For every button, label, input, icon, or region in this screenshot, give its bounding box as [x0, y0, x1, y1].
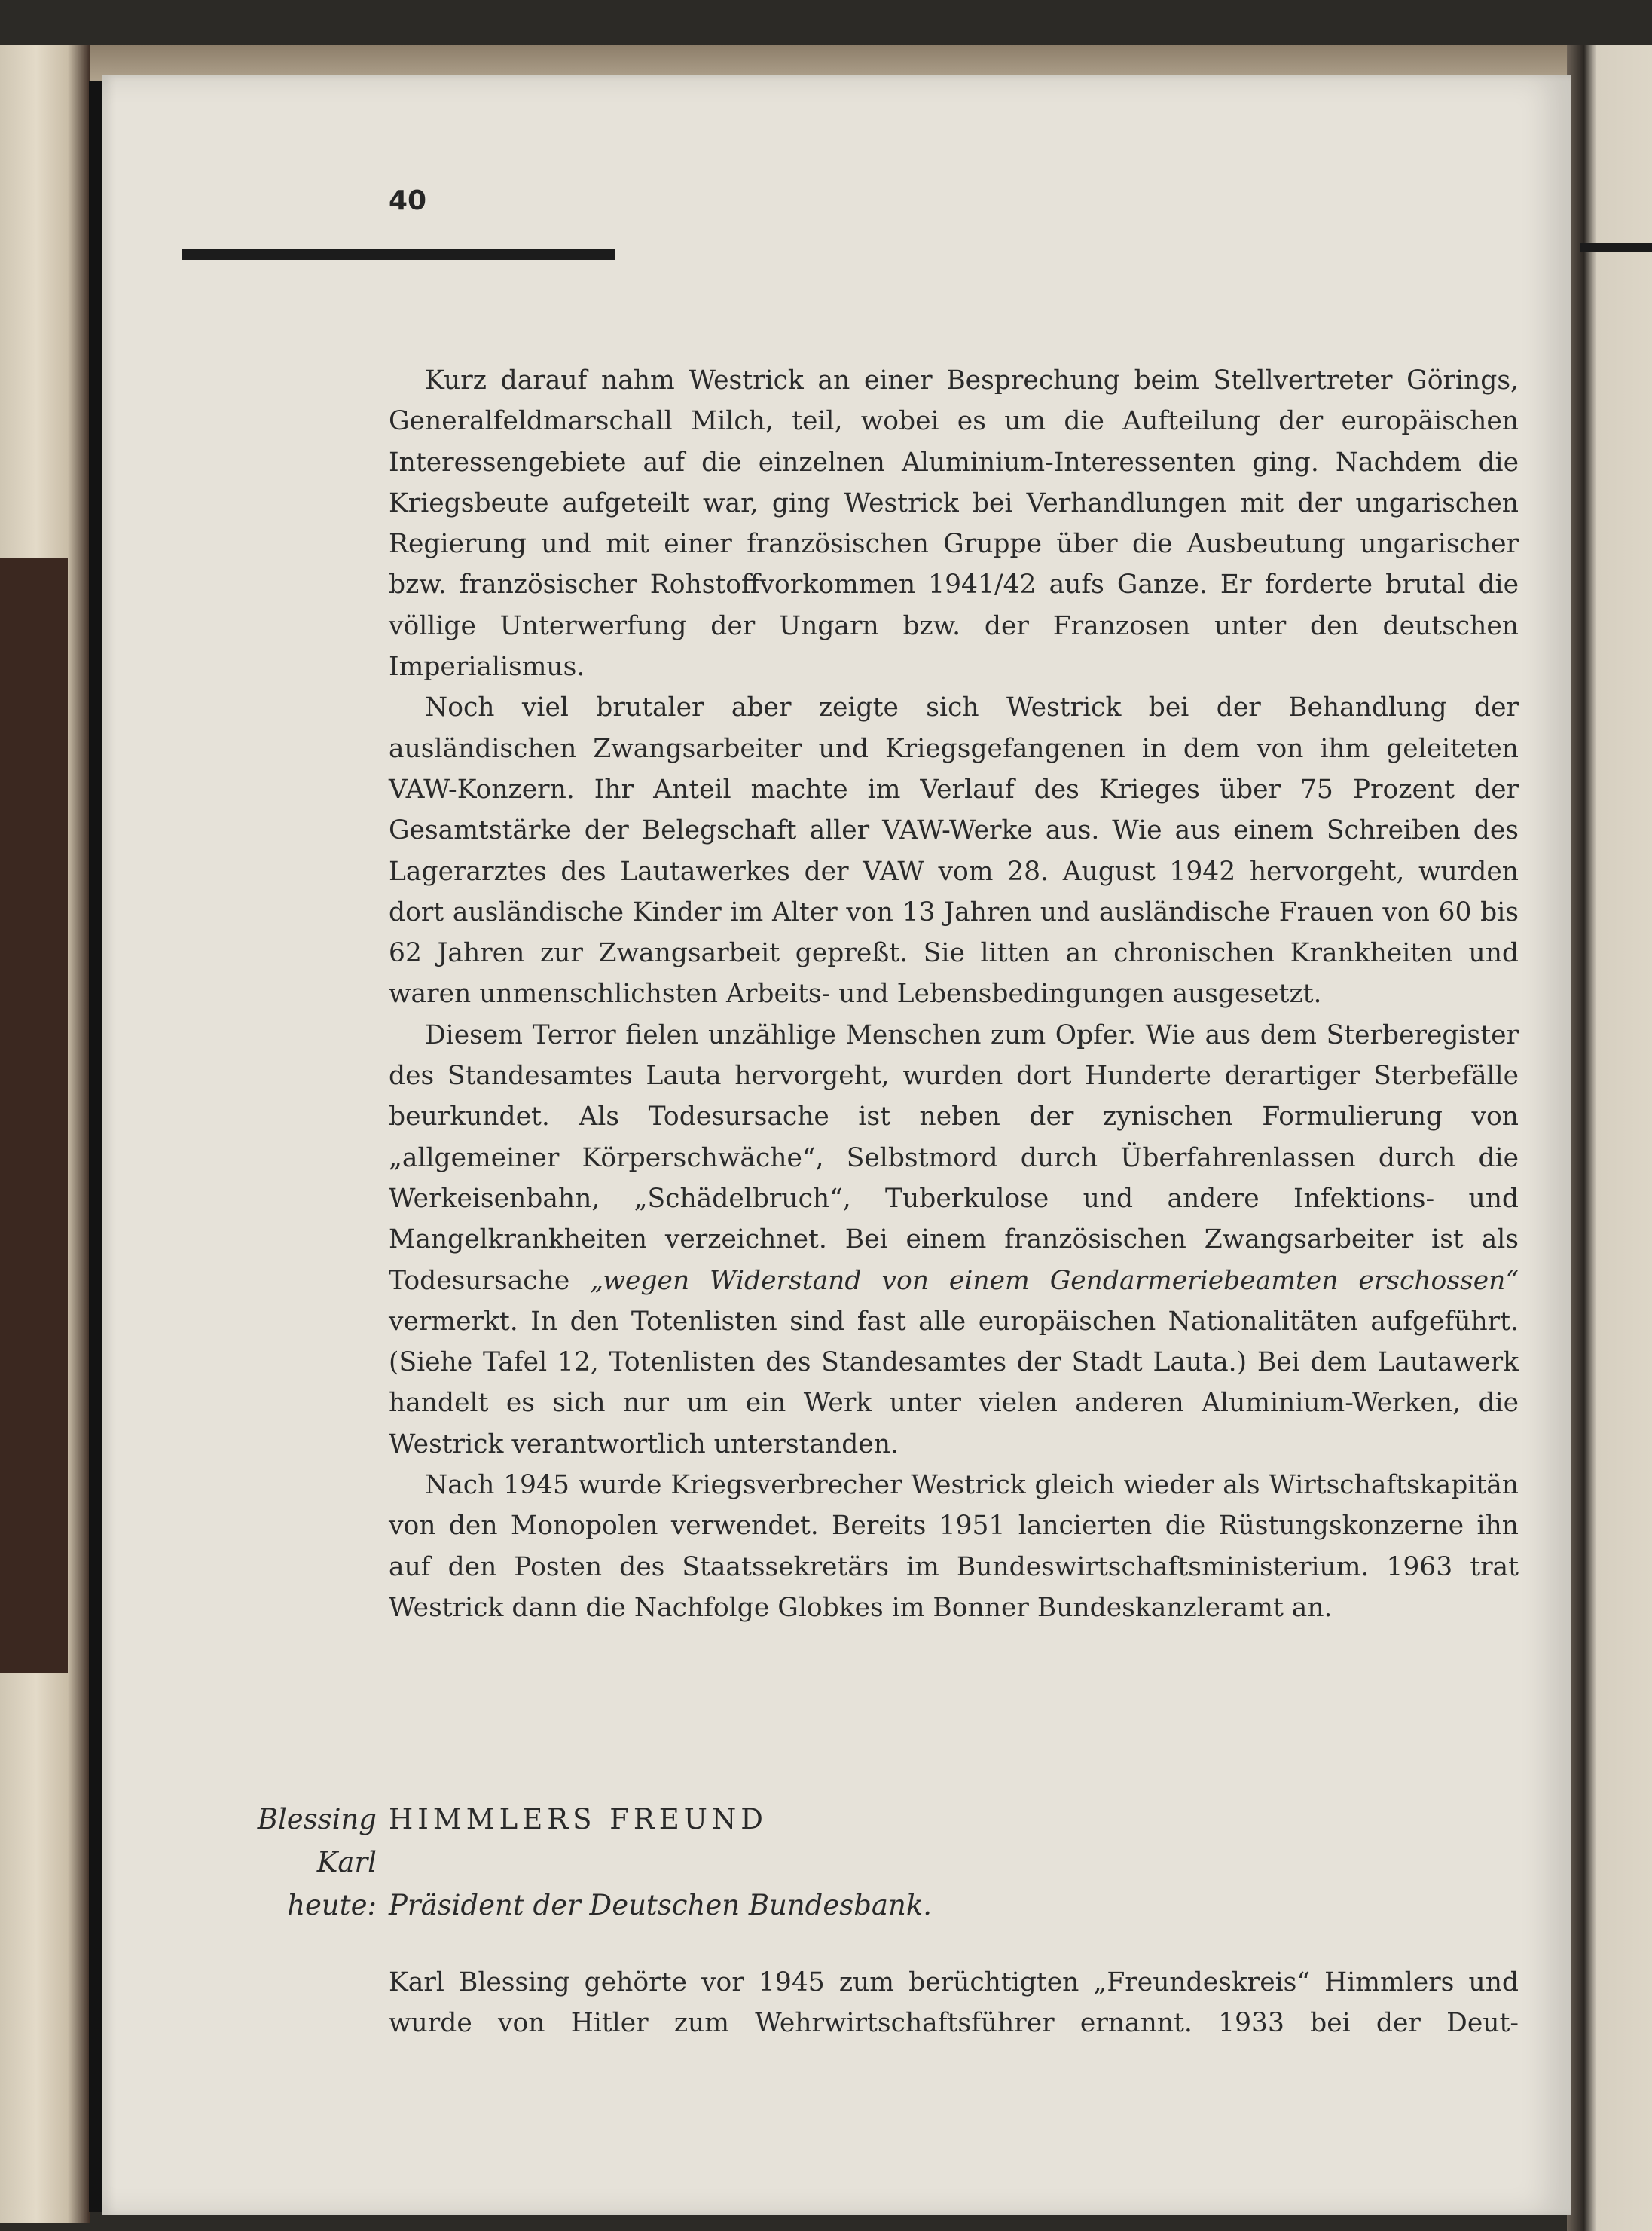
- page-number: 40: [389, 185, 427, 216]
- paragraph-2: Noch viel brutaler aber zeigte sich Westrick bei der Behandlung der ausländischen Zwangsarbeiter und Kriegsgefangenen in dem von ihm geleiteten VAW-Konzern. Ihr Anteil machte im Verlauf des Krieges über 75 Prozent der Gesamtstärke der Belegschaft aller VAW-Werke aus. Wie aus einem Schreiben des Lagerarztes des Lautawerkes der VAW vom 28. August 1942 hervorgeht, wurden dort ausländische Kinder im Alter von 13 Jahren und ausländische Frauen von 60 bis 62 Jahren zur Zwangsarbeit gepreßt. Sie litten an chronischen Krankheiten und waren unmenschlichsten Arbeits- und Lebensbedingungen ausgesetzt.: [389, 692, 1519, 1010]
- margin-note-line-2: Karl: [316, 1846, 377, 1878]
- paragraph-3-rest: vermerkt. In den Totenlisten sind fast alle europäischen Nationalitäten aufgeführt. (Siehe Tafel 12, Totenlisten des Standesamtes der Stadt Lauta.) Bei dem Lautawerk handelt es sich nur um ein Werk unter vielen anderen Aluminium-Werken, die Westrick verantwortlich unterstanden.: [389, 1306, 1519, 1459]
- facing-page-rule: [1580, 243, 1652, 252]
- main-text: [389, 360, 1519, 1628]
- book-cover-edge: [0, 558, 68, 1673]
- paragraph-3-text: Diesem Terror fielen unzählige Menschen zum Opfer. Wie aus dem Sterberegister des Standesamtes Lauta hervorgeht, wurden dort Hunderte derartiger Sterbefälle beurkundet. Als Todesursache ist neben der zynischen Formulierung von „allgemeiner Körperschwäche“, Selbstmord durch Überfahrenlassen durch die Werkeisenbahn, „Schädelbruch“, Tuberkulose und andere Infektions- und Mangelkrankheiten verzeichnet. Bei einem französischen Zwangsarbeiter ist als Todesursache: [389, 1019, 1519, 1296]
- book-gutter: [1567, 45, 1652, 2231]
- margin-note-line-1: Blessing: [257, 1803, 377, 1835]
- section-title: HIMMLERS FREUND: [389, 1803, 768, 1835]
- margin-note: [226, 1798, 377, 1927]
- paragraph-3: [389, 1015, 1519, 1465]
- paragraph-1: Kurz darauf nahm Westrick an einer Besprechung beim Stellvertreter Görings, Generalfeldmarschall Milch, teil, wobei es um die Aufteilung der europäischen Interessengebiete auf die einzelnen Aluminium-Interessenten ging. Nachdem die Kriegsbeute aufgeteilt war, ging Westrick bei Verhandlungen mit der ungarischen Regierung und mit einer französischen Gruppe über die Ausbeutung ungarischer bzw. französischer Rohstoffvorkommen 1941/42 aufs Ganze. Er forderte brutal die völlige Unterwerfung der Ungarn bzw. der Franzosen unter den deutschen Imperialismus.: [389, 365, 1519, 683]
- page-border-rule: [89, 81, 102, 2212]
- closing-paragraph: Karl Blessing gehörte vor 1945 zum berüchtigten „Freundeskreis“ Himmlers und wurde von Hitler zum Wehrwirtschaftsführer ernannt. 1933 bei der Deut-: [389, 1967, 1519, 2039]
- paragraph-3-italic-quote: „wegen Widerstand von einem Gendarmeriebeamten erschossen“: [590, 1265, 1519, 1296]
- closing-text: [389, 1962, 1519, 2085]
- header-rule: [182, 249, 615, 260]
- paragraph-4: Nach 1945 wurde Kriegsverbrecher Westrick gleich wieder als Wirtschaftskapitän von den Monopolen verwendet. Bereits 1951 lancierten die Rüstungskonzerne ihn auf den Posten des Staatssekretärs im Bundeswirtschaftsministerium. 1963 trat Westrick dann die Nachfolge Globkes im Bonner Bundeskanzleramt an.: [389, 1470, 1519, 1623]
- section-subtitle: Präsident der Deutschen Bundesbank.: [389, 1889, 932, 1921]
- margin-note-line-3: heute:: [287, 1889, 377, 1921]
